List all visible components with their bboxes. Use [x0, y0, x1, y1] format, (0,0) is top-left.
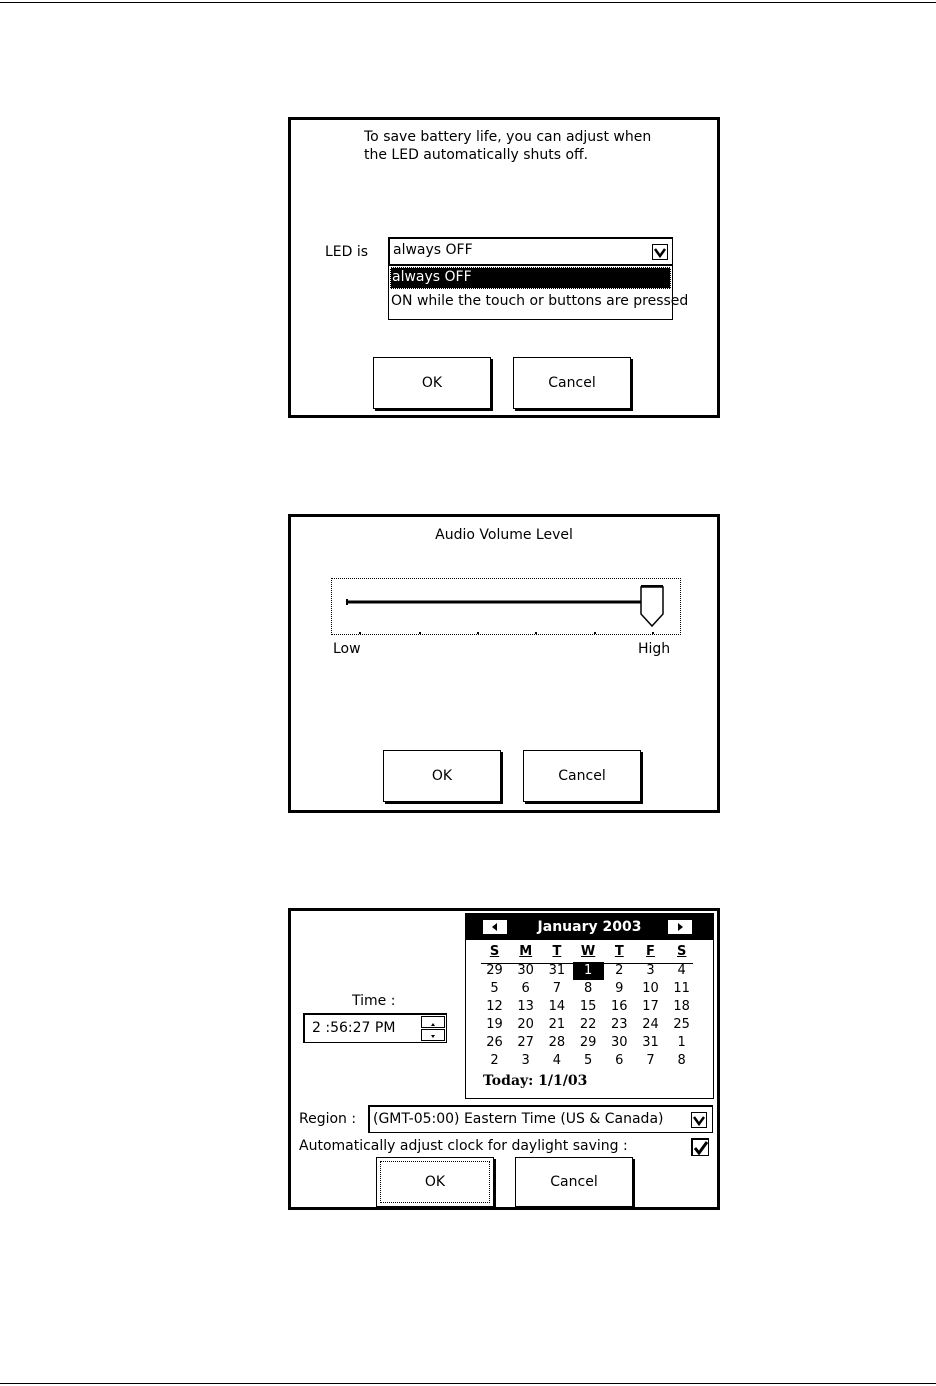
cancel-label: Cancel — [548, 375, 596, 391]
calendar-day[interactable]: 1 — [573, 962, 604, 980]
calendar-day[interactable]: 3 — [646, 963, 655, 978]
triangle-right-icon — [675, 922, 685, 932]
checkmark-icon — [693, 1140, 709, 1156]
calendar-day[interactable]: 30 — [517, 963, 534, 978]
calendar-day[interactable]: 2 — [615, 963, 624, 978]
triangle-down-icon — [422, 1032, 444, 1042]
cancel-label: Cancel — [558, 768, 606, 784]
calendar-weekday: S — [677, 944, 687, 959]
slider-thumb — [641, 585, 663, 626]
calendar-day[interactable]: 17 — [642, 999, 659, 1014]
led-option-label: ON while the touch or buttons are pressed — [391, 293, 689, 309]
datetime-cancel-button[interactable] — [515, 1157, 633, 1207]
calendar-day[interactable]: 7 — [646, 1053, 655, 1068]
calendar-day[interactable]: 22 — [579, 1017, 597, 1032]
calendar-day[interactable]: 12 — [486, 999, 503, 1014]
calendar-day[interactable]: 11 — [673, 981, 690, 996]
ok-label: OK — [431, 768, 453, 784]
calendar-day[interactable]: 13 — [517, 999, 534, 1014]
calendar-day[interactable]: 14 — [548, 999, 566, 1014]
time-spin-down-button[interactable] — [421, 1029, 445, 1041]
calendar-prev-month-button[interactable] — [483, 920, 507, 934]
ok-label: OK — [424, 1174, 446, 1190]
calendar-day[interactable]: 24 — [642, 1017, 659, 1032]
calendar-day[interactable]: 31 — [548, 963, 566, 978]
dst-label: Automatically adjust clock for daylight saving : — [299, 1138, 628, 1154]
calendar — [465, 913, 714, 1099]
led-cancel-button[interactable] — [513, 357, 631, 409]
triangle-left-icon — [490, 922, 500, 932]
calendar-day[interactable]: 5 — [583, 1053, 593, 1068]
region-value: (GMT-05:00) Eastern Time (US & Canada) — [373, 1111, 664, 1127]
calendar-day[interactable]: 20 — [517, 1017, 534, 1032]
calendar-weekday: T — [552, 944, 562, 959]
volume-high-label: High — [638, 641, 671, 657]
led-mode-select[interactable] — [388, 237, 673, 265]
bottom-page-rule — [0, 1383, 936, 1384]
calendar-weekday: F — [646, 944, 655, 959]
led-message-line2: the LED automatically shuts off. — [364, 147, 589, 163]
led-option-label: always OFF — [392, 269, 472, 285]
region-label: Region : — [299, 1111, 357, 1127]
calendar-day[interactable]: 29 — [579, 1035, 597, 1050]
slider-ticks — [359, 632, 654, 634]
calendar-day[interactable]: 15 — [579, 999, 597, 1014]
triangle-up-icon — [422, 1019, 444, 1029]
calendar-day[interactable]: 7 — [552, 981, 562, 996]
calendar-weekday: M — [519, 944, 533, 959]
calendar-day[interactable]: 18 — [673, 999, 690, 1014]
chevron-down-icon — [692, 1113, 706, 1127]
volume-cancel-button[interactable] — [523, 750, 641, 802]
calendar-day[interactable]: 6 — [521, 981, 530, 996]
time-value: 2 :56:27 PM — [312, 1020, 396, 1036]
led-options-list — [388, 265, 689, 320]
volume-low-label: Low — [333, 641, 361, 657]
top-page-rule — [0, 2, 936, 3]
led-mode-value: always OFF — [393, 242, 473, 258]
region-dropdown-button[interactable] — [691, 1112, 707, 1128]
calendar-day[interactable]: 8 — [583, 981, 593, 996]
cancel-label: Cancel — [550, 1174, 598, 1190]
calendar-day[interactable]: 26 — [486, 1035, 503, 1050]
calendar-day[interactable]: 8 — [677, 1053, 686, 1068]
calendar-day[interactable]: 19 — [486, 1017, 503, 1032]
calendar-day[interactable]: 27 — [517, 1035, 534, 1050]
calendar-day[interactable]: 30 — [611, 1035, 628, 1050]
focus-rectangle — [380, 1161, 490, 1203]
led-label: LED is — [325, 244, 369, 260]
calendar-weekday: T — [614, 944, 624, 959]
calendar-day[interactable]: 4 — [677, 963, 686, 978]
time-spin-up-button[interactable] — [421, 1016, 445, 1028]
led-option-on-while-touched[interactable] — [390, 291, 689, 313]
calendar-day[interactable]: 4 — [552, 1053, 562, 1068]
led-dialog — [288, 117, 720, 418]
dst-checkbox[interactable] — [691, 1138, 709, 1156]
calendar-day[interactable]: 28 — [548, 1035, 566, 1050]
calendar-day[interactable]: 1 — [677, 1035, 686, 1050]
led-ok-button[interactable] — [373, 357, 491, 409]
calendar-day[interactable]: 5 — [490, 981, 499, 996]
datetime-ok-button[interactable] — [376, 1157, 494, 1207]
calendar-next-month-button[interactable] — [668, 920, 692, 934]
datetime-dialog — [288, 908, 720, 1210]
calendar-day[interactable]: 16 — [611, 999, 628, 1014]
calendar-day[interactable]: 21 — [548, 1017, 566, 1032]
dropdown-button[interactable] — [652, 244, 668, 260]
volume-title: Audio Volume Level — [435, 527, 573, 543]
calendar-day[interactable]: 10 — [642, 981, 659, 996]
ok-label: OK — [421, 375, 443, 391]
chevron-down-icon — [653, 245, 667, 259]
calendar-day[interactable]: 25 — [673, 1017, 690, 1032]
calendar-day[interactable]: 9 — [615, 981, 624, 996]
time-input[interactable] — [303, 1013, 447, 1043]
led-option-always-off[interactable] — [390, 267, 671, 289]
calendar-weekday: S — [489, 944, 500, 959]
calendar-day[interactable]: 6 — [615, 1053, 624, 1068]
calendar-day[interactable]: 3 — [521, 1053, 530, 1068]
volume-ok-button[interactable] — [383, 750, 501, 802]
calendar-day[interactable]: 23 — [611, 1017, 628, 1032]
time-label: Time : — [352, 993, 396, 1009]
calendar-today-label[interactable]: Today: 1/1/03 — [483, 1073, 588, 1089]
region-select[interactable] — [368, 1105, 713, 1133]
calendar-day[interactable]: 2 — [490, 1053, 499, 1068]
led-message-line1: To save battery life, you can adjust when — [364, 129, 652, 145]
volume-slider-graphic — [332, 579, 680, 634]
calendar-day[interactable]: 29 — [486, 963, 503, 978]
volume-slider[interactable] — [331, 578, 681, 635]
calendar-month-title: January 2003 — [537, 919, 642, 935]
volume-dialog — [288, 514, 720, 813]
calendar-day[interactable]: 31 — [642, 1035, 659, 1050]
calendar-weekday: W — [580, 944, 596, 959]
